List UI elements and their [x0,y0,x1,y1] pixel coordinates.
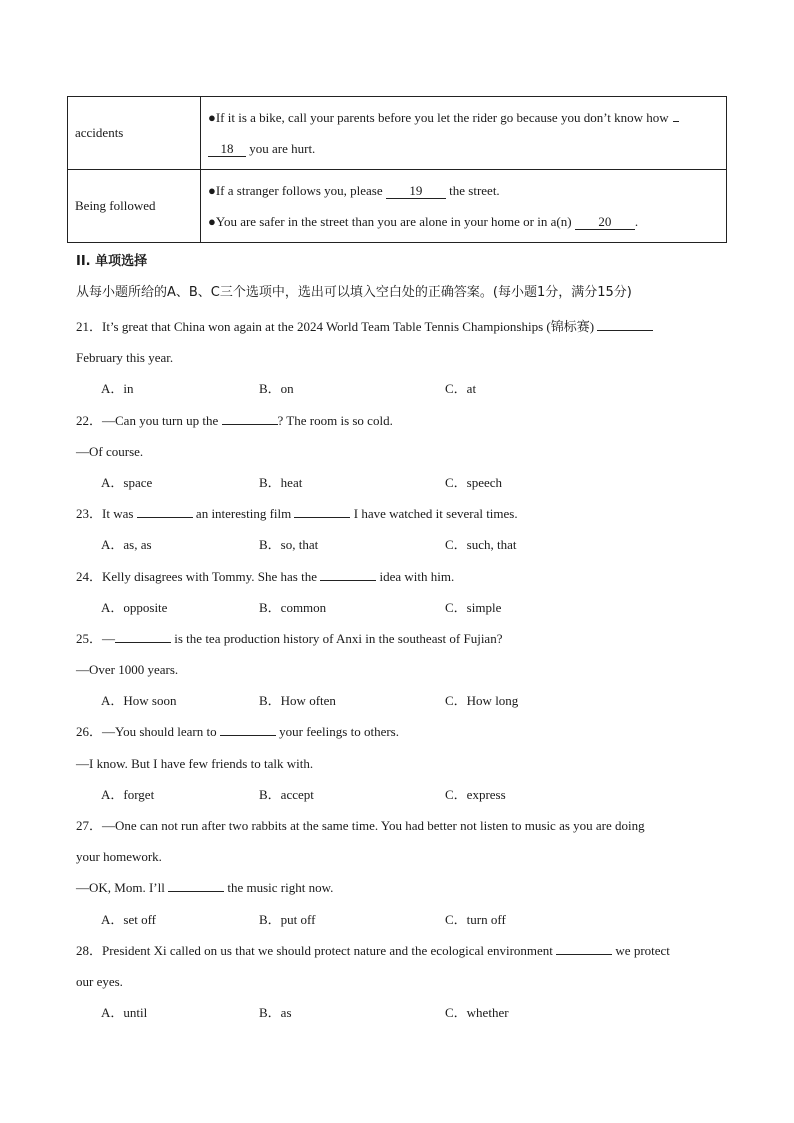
question-text: 26．—You should learn to [76,724,220,740]
blank-line [673,110,679,122]
option-a[interactable]: A．space [101,474,153,490]
question-text: ? The room is so cold. [277,412,393,428]
question-line [76,872,726,903]
table-content-cell [201,170,727,243]
blank-line [556,943,612,955]
options-row [76,997,726,1028]
question-line [76,623,726,654]
question-text: —Over 1000 years. [76,662,179,678]
question-text: idea with him. [376,568,455,584]
option-c[interactable]: C．turn off [445,911,506,927]
option-b[interactable]: B．on [259,381,294,397]
section-title: II. 单项选择 [76,254,148,269]
question-line [76,405,726,436]
question-text: our eyes. [76,973,123,989]
table-line-text: . [634,214,639,229]
question-text: I have watched it several times. [350,506,518,522]
question-line [76,716,726,747]
question-item [76,405,726,499]
blank-line [137,506,193,518]
option-a[interactable]: A．set off [101,911,157,927]
table-line [208,102,719,133]
question-line [76,748,726,779]
question-item [76,716,726,810]
blank-line [597,319,653,331]
option-a[interactable]: A．until [101,1005,148,1021]
options-row [76,685,726,716]
question-text: 23．It was [76,506,137,522]
question-text: is the tea production history of Anxi in the southeast of Fujian? [171,630,503,646]
question-line [76,654,726,685]
option-b[interactable]: B．heat [259,474,303,490]
question-text: 22．—Can you turn up the [76,412,222,428]
question-line [76,436,726,467]
option-a[interactable]: A．as, as [101,537,152,553]
question-text: we protect [612,942,670,958]
table-line [208,133,719,164]
option-a[interactable]: A．opposite [101,599,168,615]
question-text: 28．President Xi called on us that we should protect nature and the ecological environment [76,942,557,958]
option-a[interactable]: A．in [101,381,134,397]
table-line-text: ●If a stranger follows you, please [208,183,386,198]
answer-blank-20: 20 [575,215,635,230]
options-row [76,373,726,404]
table-content-cell [201,97,727,170]
question-line [76,342,726,373]
answer-blank-18: 18 [208,142,246,157]
option-b[interactable]: B．so, that [259,537,319,553]
question-text: 25．— [76,630,116,646]
option-b[interactable]: B．put off [259,911,316,927]
option-c[interactable]: C．simple [445,599,502,615]
option-b[interactable]: B．as [259,1005,292,1021]
question-text: 24．Kelly disagrees with Tommy. She has the [76,568,321,584]
option-c[interactable]: C．such, that [445,537,517,553]
question-text: 27．—One can not run after two rabbits at the same time. You had better not listen to music as you are doing [76,818,645,833]
question-item [76,561,726,623]
question-text: February this year. [76,350,174,366]
blank-line [222,413,278,425]
option-c[interactable]: C．How long [445,693,519,709]
question-line [76,966,726,997]
table-row [68,170,727,243]
table-line [208,175,719,206]
options-row [76,904,726,935]
table-line-text: the street. [445,183,500,198]
option-a[interactable]: A．How soon [101,693,177,709]
option-a[interactable]: A．forget [101,786,155,802]
blank-line [115,631,171,643]
option-b[interactable]: B．How often [259,693,336,709]
option-c[interactable]: C．at [445,381,477,397]
table-line-text: you are hurt. [246,141,316,156]
question-text: your feelings to others. [275,724,399,740]
passage-table [67,96,727,243]
question-item [76,498,726,560]
question-text: an interesting film [192,506,295,522]
question-text: the music right now. [224,880,334,896]
blank-line [294,506,350,518]
question-text: —Of course. [76,443,144,459]
table-topic-cell: accidents [68,97,201,170]
options-row [76,529,726,560]
question-line [76,935,726,966]
options-row [76,467,726,498]
option-c[interactable]: C．whether [445,1005,509,1021]
table-line-text: ●If it is a bike, call your parents before you let the rider go because you don’t know how [208,110,669,125]
options-row [76,779,726,810]
question-text: —OK, Mom. I’ll [76,880,169,896]
question-list [76,311,726,1028]
question-line [76,311,726,342]
option-b[interactable]: B．accept [259,786,314,802]
question-text: —I know. But I have few friends to talk with. [76,755,314,771]
question-line [76,498,726,529]
table-line-text: ●You are safer in the street than you are alone in your home or in a(n) [208,214,575,229]
table-topic-cell: Being followed [68,170,201,243]
question-line [76,810,726,841]
question-item [76,935,726,1029]
answer-blank-19: 19 [386,184,446,199]
question-item [76,810,726,935]
table-row [68,97,727,170]
question-line [76,561,726,592]
question-line [76,841,726,872]
question-text: 21．It’s great that China won again at the 2024 World Team Table Tennis Championships (锦标赛) [76,319,598,334]
options-row [76,592,726,623]
blank-line [168,880,224,892]
table-line [208,206,719,237]
option-c[interactable]: C．speech [445,474,503,490]
question-item [76,623,726,717]
question-item [76,311,726,405]
section-instructions: 从每小题所给的A、B、C三个选项中，选出可以填入空白处的正确答案。(每小题1分，满分15分) [76,285,632,300]
blank-line [320,569,376,581]
option-b[interactable]: B．common [259,599,327,615]
option-c[interactable]: C．express [445,786,506,802]
question-text: your homework. [76,849,162,865]
blank-line [220,724,276,736]
